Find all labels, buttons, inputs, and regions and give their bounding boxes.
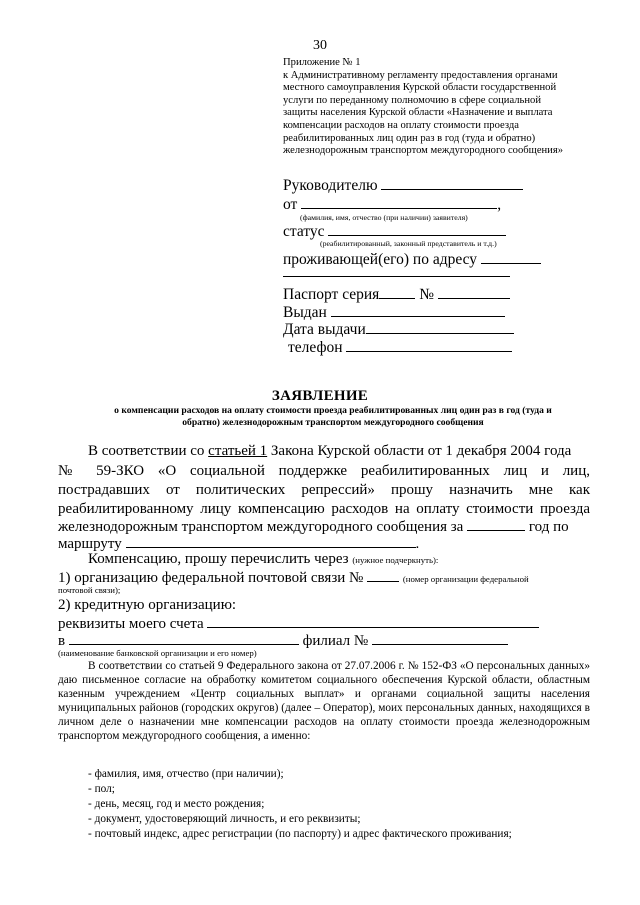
from-row bbox=[283, 195, 501, 214]
from-comma: , bbox=[497, 196, 502, 213]
issued-field[interactable] bbox=[331, 303, 505, 317]
consent-item: - день, месяц, год и место рождения; bbox=[88, 798, 265, 810]
appendix-line: компенсации расходов на оплату стоимости проезда bbox=[283, 119, 519, 131]
payment-intro-hint: (нужное подчеркнуть): bbox=[352, 555, 439, 565]
address-label: проживающей(его) по адресу bbox=[283, 251, 478, 268]
passport-number-label: № bbox=[419, 286, 434, 303]
bank-field[interactable] bbox=[69, 631, 299, 645]
to-field[interactable] bbox=[381, 176, 523, 190]
appendix-line: железнодорожным транспортом междугородного сообщения» bbox=[283, 145, 564, 157]
payment-intro-row bbox=[88, 551, 438, 568]
branch-field[interactable] bbox=[372, 631, 508, 645]
consent-item: - пол; bbox=[88, 783, 115, 795]
phone-label: телефон bbox=[288, 339, 343, 356]
from-field[interactable] bbox=[301, 195, 497, 209]
issue-date-row bbox=[283, 320, 514, 339]
consent-item: - фамилия, имя, отчество (при наличии); bbox=[88, 768, 284, 780]
post-office-number-field[interactable] bbox=[367, 568, 399, 582]
appendix-block bbox=[283, 57, 588, 158]
bank-hint: (наименование банковской организации и его номер) bbox=[58, 648, 257, 658]
consent-item: - почтовый индекс, адрес регистрации (по паспорту) и адрес фактического проживания; bbox=[88, 828, 512, 840]
p1-line4: реабилитированному лицу компенсацию расходов на оплату стоимости проезда bbox=[58, 501, 590, 517]
passport-series-field[interactable] bbox=[379, 285, 415, 299]
statement-title: ЗАЯВЛЕНИЕ bbox=[271, 388, 369, 404]
to-row bbox=[283, 176, 523, 195]
issue-date-label: Дата выдачи bbox=[283, 321, 366, 338]
appendix-line: услуги по переданному полномочию в сфере социальной bbox=[283, 94, 542, 106]
status-field[interactable] bbox=[328, 222, 506, 236]
p1-line1: В соответствии со статьей 1 Закона Курской области от 1 декабря 2004 года bbox=[88, 443, 572, 459]
passport-row bbox=[283, 285, 510, 304]
year-field[interactable] bbox=[467, 517, 525, 531]
address-row bbox=[283, 250, 541, 269]
payment-option-post-hint: почтовой связи); bbox=[58, 585, 121, 595]
appendix-title: Приложение № 1 bbox=[283, 57, 361, 68]
p1-line5: железнодорожным транспортом междугородного сообщения за год по bbox=[58, 519, 569, 535]
page-number: 30 bbox=[313, 38, 327, 53]
statement-subtitle bbox=[78, 405, 588, 429]
law-article-link[interactable]: статьей 1 bbox=[208, 443, 268, 459]
status-label: статус bbox=[283, 223, 325, 240]
account-field[interactable] bbox=[207, 614, 539, 628]
consent-item: - документ, удостоверяющий личность, и его реквизиты; bbox=[88, 813, 361, 825]
payment-option-post[interactable]: 1) организацию федеральной почтовой связи № (номер организации федеральной bbox=[58, 570, 529, 586]
address-field-line2[interactable] bbox=[283, 276, 510, 277]
issued-label: Выдан bbox=[283, 304, 327, 321]
passport-number-field[interactable] bbox=[438, 285, 510, 299]
status-hint: (реабилитированный, законный представитель и т.д.) bbox=[320, 239, 497, 248]
p1-line2: № 59-ЗКО «О социальной поддержке реабилитированных лиц и лиц, bbox=[58, 463, 590, 479]
from-hint: (фамилия, имя, отчество (при наличии) заявителя) bbox=[300, 213, 468, 222]
in-label: в bbox=[58, 633, 66, 649]
account-label: реквизиты моего счета bbox=[58, 616, 204, 632]
phone-field[interactable] bbox=[346, 338, 512, 352]
passport-label: Паспорт серия bbox=[283, 286, 380, 303]
address-field[interactable] bbox=[481, 250, 541, 264]
to-label: Руководителю bbox=[283, 177, 378, 194]
from-label: от bbox=[283, 196, 298, 213]
issue-date-field[interactable] bbox=[366, 320, 514, 334]
p1-line3: пострадавших от политических репрессий» прошу назначить мне как bbox=[58, 482, 590, 498]
p1-line6: маршруту . bbox=[58, 536, 420, 552]
subtitle-line: о компенсации расходов на оплату стоимости проезда реабилитированных лиц один раз в год (туда и bbox=[114, 405, 552, 416]
payment-intro: Компенсацию, прошу перечислить через bbox=[88, 551, 349, 567]
consent-paragraph: В соответствии со статьей 9 Федерального закона от 27.07.2006 г. № 152-ФЗ «О персональных данных» даю письменное согласие на обработку комитетом социального обеспечения Курской области, областным казенным учреждением «Центр социальных выплат» и органами социальной защиты населения муниципальных районов (городских округов) (далее – Оператор), моих персональных данных, находящихся в личном деле о назначении мне компенсации расходов на оплату стоимости проезда железнодорожным транспортом междугородного сообщения, а именно: bbox=[58, 660, 590, 742]
subtitle-line: обратно) железнодорожным транспортом междугородного сообщения bbox=[182, 417, 484, 428]
route-field[interactable] bbox=[126, 534, 416, 548]
appendix-line: реабилитированных лиц один раз в год (туда и обратно) bbox=[283, 132, 536, 144]
branch-label: филиал № bbox=[302, 633, 369, 649]
appendix-line: местного самоуправления Курской области государственной bbox=[283, 82, 557, 94]
phone-row bbox=[288, 338, 512, 357]
payment-option-bank[interactable]: 2) кредитную организацию: bbox=[58, 597, 237, 613]
appendix-line: защиты населения Курской области «Назначение и выплата bbox=[283, 107, 553, 119]
appendix-line: к Административному регламенту предоставления органами bbox=[283, 69, 558, 81]
